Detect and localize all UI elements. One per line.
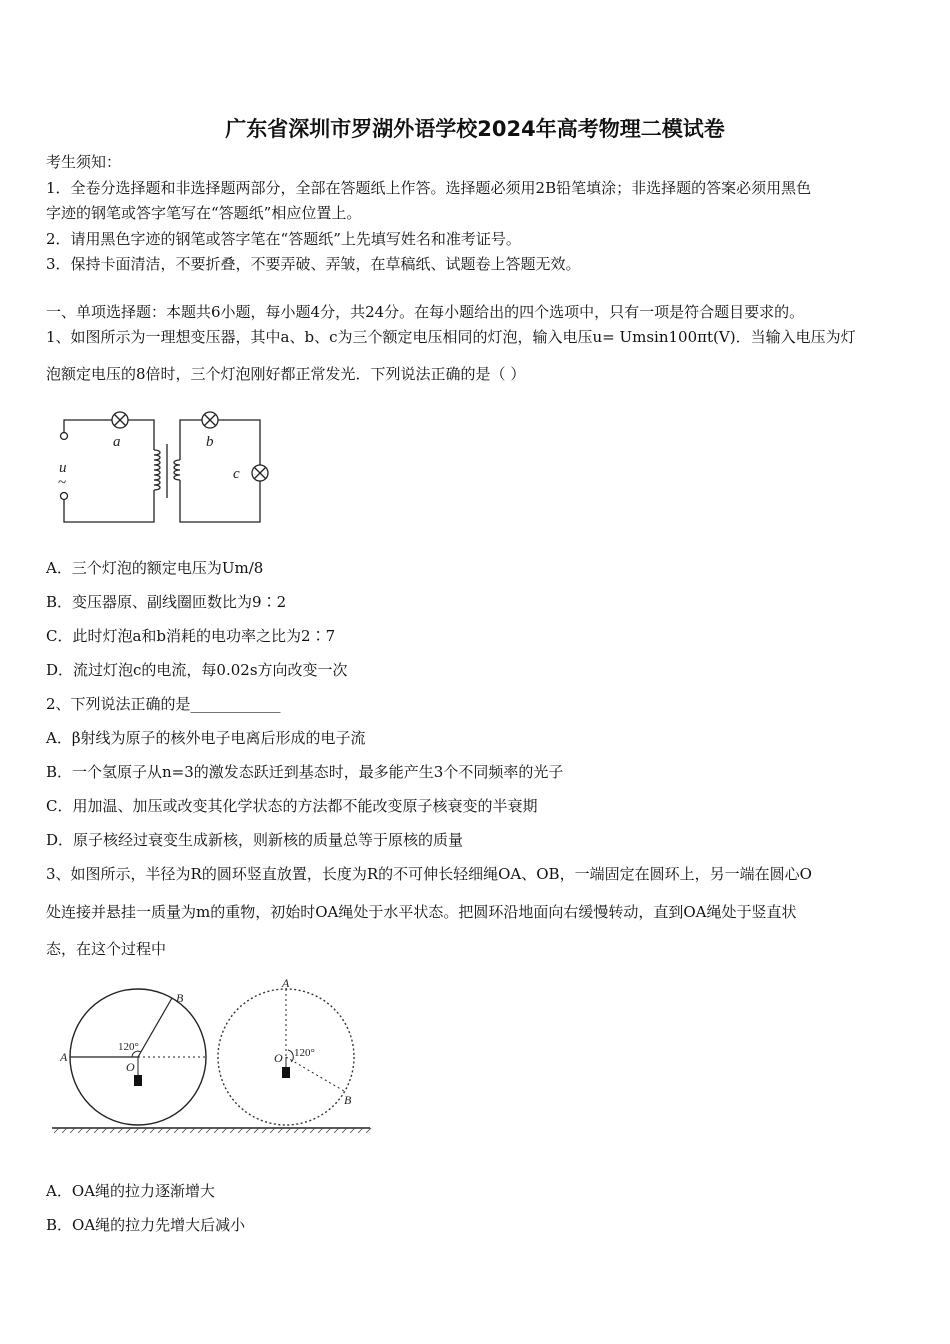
primary-coil [154, 450, 160, 490]
label-a: a [113, 434, 121, 450]
label-c: c [233, 466, 240, 482]
label-A-left: A [60, 1050, 68, 1064]
q3-option-a: A．OA绳的拉力逐渐增大 [46, 1182, 215, 1200]
label-B-left: B [176, 991, 184, 1005]
angle-label-right: 120° [294, 1047, 315, 1059]
q2-option-a: A．β射线为原子的核外电子电离后形成的电子流 [46, 729, 366, 747]
label-B-right: B [344, 1093, 352, 1107]
notice-heading: 考生须知： [46, 153, 122, 171]
angle-label-left: 120° [118, 1041, 139, 1053]
q2-option-c: C．用加温、加压或改变其化学状态的方法都不能改变原子核衰变的半衰期 [46, 797, 538, 815]
q3-stem-line-2: 处连接并悬挂一质量为m的重物，初始时OA绳处于水平状态。把圆环沿地面向右缓慢转动，直到OA绳处于竖直状 [46, 903, 797, 921]
lamp-c-icon [252, 465, 268, 481]
q1-option-c: C．此时灯泡a和b消耗的电功率之比为2∶7 [46, 627, 336, 645]
q3-option-b: B．OA绳的拉力先增大后减小 [46, 1216, 246, 1234]
ring-initial [70, 989, 206, 1125]
weight-icon [282, 1067, 290, 1078]
notice-line-1b: 字迹的钢笔或答字笔写在“答题纸”相应位置上。 [46, 204, 362, 222]
q1-option-a: A．三个灯泡的额定电压为Um/8 [46, 559, 264, 577]
q3-stem-line-3: 态，在这个过程中 [46, 940, 167, 958]
secondary-coil [174, 460, 180, 480]
label-b: b [206, 434, 214, 450]
label-O-left: O [126, 1060, 135, 1074]
ring-rotation-figure [50, 978, 380, 1138]
label-ac-symbol: ~ [58, 475, 67, 491]
notice-line-1: 1．全卷分选择题和非选择题两部分，全部在答题纸上作答。选择题必须用2B铅笔填涂；非选择题的答案必须用黑色 [46, 179, 812, 197]
q2-option-b: B．一个氢原子从n=3的激发态跃迁到基态时，最多能产生3个不同频率的光子 [46, 763, 564, 781]
weight-icon [134, 1075, 142, 1086]
q2-option-d: D．原子核经过衰变生成新核，则新核的质量总等于原核的质量 [46, 831, 464, 849]
q1-stem-line-1: 1、如图所示为一理想变压器，其中a、b、c为三个额定电压相同的灯泡，输入电压u= Umsin100πt(V)．当输入电压为灯 [46, 328, 856, 346]
q2-stem: 2、下列说法正确的是____________ [46, 695, 281, 713]
lamp-b-icon [202, 412, 218, 428]
q1-option-b: B．变压器原、副线圈匝数比为9∶2 [46, 593, 287, 611]
q3-stem-line-1: 3、如图所示，半径为R的圆环竖直放置，长度为R的不可伸长轻细绳OA、OB，一端固定在圆环上，另一端在圆心O [46, 865, 812, 883]
transformer-circuit-figure [50, 402, 280, 532]
label-O-right: O [274, 1051, 283, 1065]
q1-option-d: D．流过灯泡c的电流，每0.02s方向改变一次 [46, 661, 348, 679]
section-heading: 一、单项选择题：本题共6小题，每小题4分，共24分。在每小题给出的四个选项中，只有一项是符合题目要求的。 [46, 303, 805, 321]
notice-line-3: 3．保持卡面清洁，不要折叠，不要弄破、弄皱，在草稿纸、试题卷上答题无效。 [46, 255, 581, 273]
notice-line-2: 2．请用黑色字迹的钢笔或答字笔在“答题纸”上先填写姓名和准考证号。 [46, 230, 521, 248]
q1-stem-line-2: 泡额定电压的8倍时，三个灯泡刚好都正常发光．下列说法正确的是（ ） [46, 365, 526, 383]
lamp-a-icon [112, 412, 128, 428]
ring-final [218, 989, 354, 1125]
page-title: 广东省深圳市罗湖外语学校2024年高考物理二模试卷 [225, 117, 725, 141]
label-A-right: A [282, 976, 290, 990]
label-u: u [59, 460, 67, 476]
